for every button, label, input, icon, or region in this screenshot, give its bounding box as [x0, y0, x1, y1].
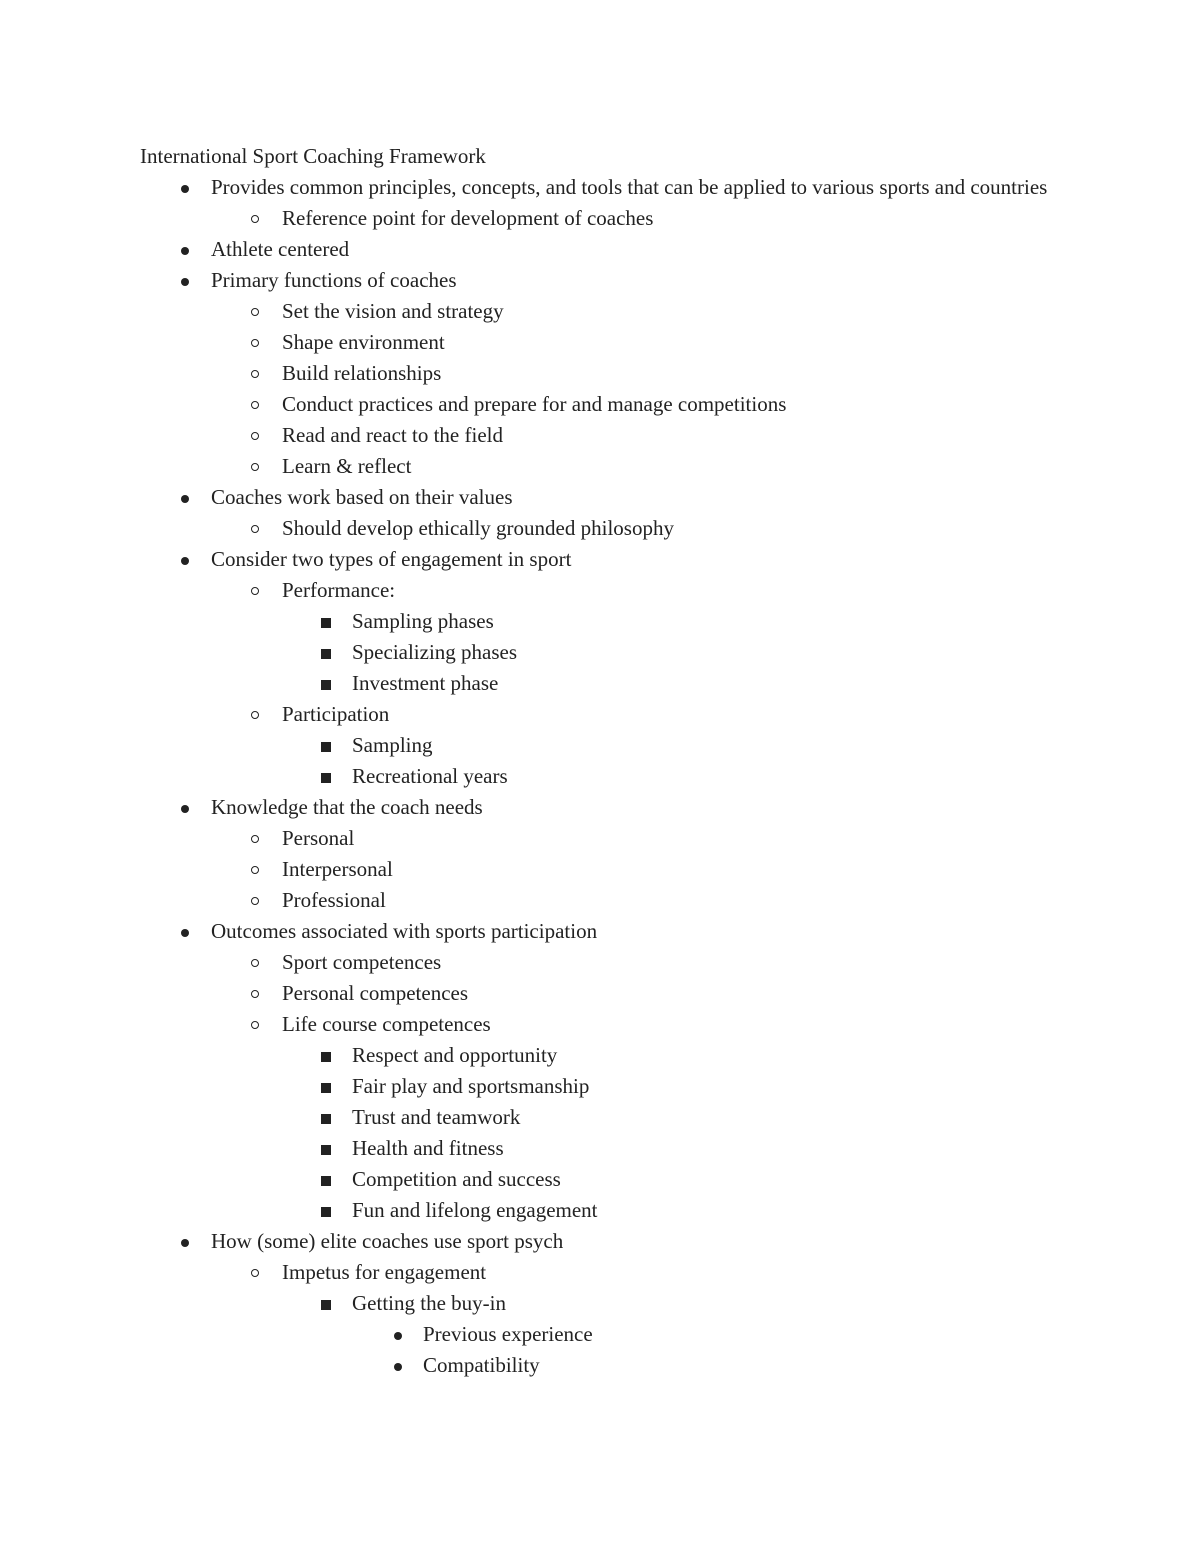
- filled-square-bullet-icon: [320, 1071, 336, 1102]
- hollow-circle-bullet-icon: [249, 854, 265, 885]
- hollow-circle-bullet-icon: [249, 1009, 265, 1040]
- list-item-text: Getting the buy-in: [352, 1291, 506, 1315]
- list-item-level-2: [140, 513, 1070, 544]
- list-item-level-2: [140, 327, 1070, 358]
- list-item-level-1: [140, 1226, 1070, 1257]
- hollow-circle-bullet-icon: [249, 1257, 265, 1288]
- list-item-text: Athlete centered: [211, 237, 350, 261]
- list-item-text: Interpersonal: [282, 857, 393, 881]
- list-item-level-1: [140, 544, 1070, 575]
- list-item-text: Investment phase: [352, 671, 499, 695]
- list-item-level-1: [140, 482, 1070, 513]
- filled-circle-bullet-icon: [178, 792, 194, 823]
- list-item-level-2: [140, 823, 1070, 854]
- list-item-level-1: [140, 792, 1070, 823]
- filled-circle-bullet-icon: [178, 234, 194, 265]
- hollow-circle-bullet-icon: [249, 203, 265, 234]
- list-item-text: Sampling phases: [352, 609, 494, 633]
- list-item-text: Sampling: [352, 733, 433, 757]
- list-item-text: Learn & reflect: [282, 454, 412, 478]
- list-item-level-3: [140, 1071, 1070, 1102]
- list-item-level-1: [140, 234, 1070, 265]
- list-item-level-3: [140, 1164, 1070, 1195]
- list-item-level-1: [140, 172, 1070, 203]
- hollow-circle-bullet-icon: [249, 885, 265, 916]
- list-item-level-2: [140, 451, 1070, 482]
- hollow-circle-bullet-icon: [249, 513, 265, 544]
- list-item-text: Previous experience: [423, 1322, 593, 1346]
- list-item-level-3: [140, 637, 1070, 668]
- list-item-text: Respect and opportunity: [352, 1043, 558, 1067]
- bullet-outline: [140, 172, 1070, 1381]
- filled-circle-bullet-icon: [178, 916, 194, 947]
- list-item-text: Shape environment: [282, 330, 445, 354]
- filled-circle-bullet-icon: [178, 172, 194, 203]
- list-item-text: Participation: [282, 702, 390, 726]
- list-item-text: Read and react to the field: [282, 423, 503, 447]
- list-item-text: Knowledge that the coach needs: [211, 795, 483, 819]
- list-item-level-2: [140, 1257, 1070, 1288]
- list-item-text: Recreational years: [352, 764, 508, 788]
- list-item-text: Personal: [282, 826, 355, 850]
- hollow-circle-bullet-icon: [249, 358, 265, 389]
- list-item-text: Consider two types of engagement in sport: [211, 547, 572, 571]
- list-item-level-3: [140, 761, 1070, 792]
- hollow-circle-bullet-icon: [249, 420, 265, 451]
- hollow-circle-bullet-icon: [249, 947, 265, 978]
- list-item-text: Life course competences: [282, 1012, 491, 1036]
- list-item-level-2: [140, 1009, 1070, 1040]
- list-item-level-4: [140, 1319, 1070, 1350]
- list-item-text: Provides common principles, concepts, and tools that can be applied to various sports and countries: [211, 175, 1048, 199]
- list-item-level-1: [140, 265, 1070, 296]
- list-item-text: Set the vision and strategy: [282, 299, 504, 323]
- filled-circle-bullet-icon: [178, 482, 194, 513]
- list-item-level-3: [140, 1195, 1070, 1226]
- hollow-circle-bullet-icon: [249, 575, 265, 606]
- filled-square-bullet-icon: [320, 1195, 336, 1226]
- list-item-level-2: [140, 854, 1070, 885]
- filled-square-bullet-icon: [320, 761, 336, 792]
- list-item-level-2: [140, 885, 1070, 916]
- list-item-level-3: [140, 1102, 1070, 1133]
- list-item-level-2: [140, 947, 1070, 978]
- list-item-level-3: [140, 1288, 1070, 1319]
- filled-square-bullet-icon: [320, 637, 336, 668]
- list-item-text: Professional: [282, 888, 386, 912]
- hollow-circle-bullet-icon: [249, 978, 265, 1009]
- list-item-text: Specializing phases: [352, 640, 518, 664]
- filled-circle-bullet-icon: [178, 1226, 194, 1257]
- list-item-text: Personal competences: [282, 981, 469, 1005]
- filled-square-bullet-icon: [320, 1102, 336, 1133]
- filled-circle-bullet-icon: [178, 544, 194, 575]
- list-item-level-4: [140, 1350, 1070, 1381]
- list-item-text: Competition and success: [352, 1167, 561, 1191]
- hollow-circle-bullet-icon: [249, 451, 265, 482]
- hollow-circle-bullet-icon: [249, 327, 265, 358]
- list-item-text: Primary functions of coaches: [211, 268, 457, 292]
- hollow-circle-bullet-icon: [249, 823, 265, 854]
- list-item-level-3: [140, 1040, 1070, 1071]
- filled-circle-bullet-icon: [391, 1319, 407, 1350]
- list-item-level-3: [140, 606, 1070, 637]
- document-title: International Sport Coaching Framework: [140, 144, 486, 168]
- filled-square-bullet-icon: [320, 668, 336, 699]
- list-item-text: Should develop ethically grounded philosophy: [282, 516, 674, 540]
- list-item-level-2: [140, 203, 1070, 234]
- list-item-text: Health and fitness: [352, 1136, 504, 1160]
- filled-square-bullet-icon: [320, 1133, 336, 1164]
- filled-square-bullet-icon: [320, 1288, 336, 1319]
- filled-square-bullet-icon: [320, 730, 336, 761]
- hollow-circle-bullet-icon: [249, 296, 265, 327]
- filled-square-bullet-icon: [320, 606, 336, 637]
- filled-square-bullet-icon: [320, 1040, 336, 1071]
- list-item-text: Build relationships: [282, 361, 442, 385]
- list-item-text: Conduct practices and prepare for and manage competitions: [282, 392, 787, 416]
- list-item-text: Trust and teamwork: [352, 1105, 521, 1129]
- list-item-level-2: [140, 978, 1070, 1009]
- list-item-text: Sport competences: [282, 950, 442, 974]
- list-item-text: Fun and lifelong engagement: [352, 1198, 598, 1222]
- list-item-level-2: [140, 296, 1070, 327]
- list-item-level-2: [140, 389, 1070, 420]
- filled-square-bullet-icon: [320, 1164, 336, 1195]
- list-item-level-1: [140, 916, 1070, 947]
- list-item-level-3: [140, 1133, 1070, 1164]
- list-item-text: Fair play and sportsmanship: [352, 1074, 590, 1098]
- list-item-text: Outcomes associated with sports participation: [211, 919, 598, 943]
- list-item-level-3: [140, 730, 1070, 761]
- list-item-level-3: [140, 668, 1070, 699]
- list-item-text: How (some) elite coaches use sport psych: [211, 1229, 564, 1253]
- list-item-text: Coaches work based on their values: [211, 485, 513, 509]
- list-item-text: Reference point for development of coaches: [282, 206, 654, 230]
- list-item-text: Performance:: [282, 578, 396, 602]
- list-item-level-2: [140, 575, 1070, 606]
- hollow-circle-bullet-icon: [249, 389, 265, 420]
- list-item-text: Compatibility: [423, 1353, 540, 1377]
- list-item-text: Impetus for engagement: [282, 1260, 487, 1284]
- filled-circle-bullet-icon: [178, 265, 194, 296]
- filled-circle-bullet-icon: [391, 1350, 407, 1381]
- list-item-level-2: [140, 358, 1070, 389]
- hollow-circle-bullet-icon: [249, 699, 265, 730]
- document-body: [140, 141, 1070, 1381]
- list-item-level-2: [140, 420, 1070, 451]
- list-item-level-2: [140, 699, 1070, 730]
